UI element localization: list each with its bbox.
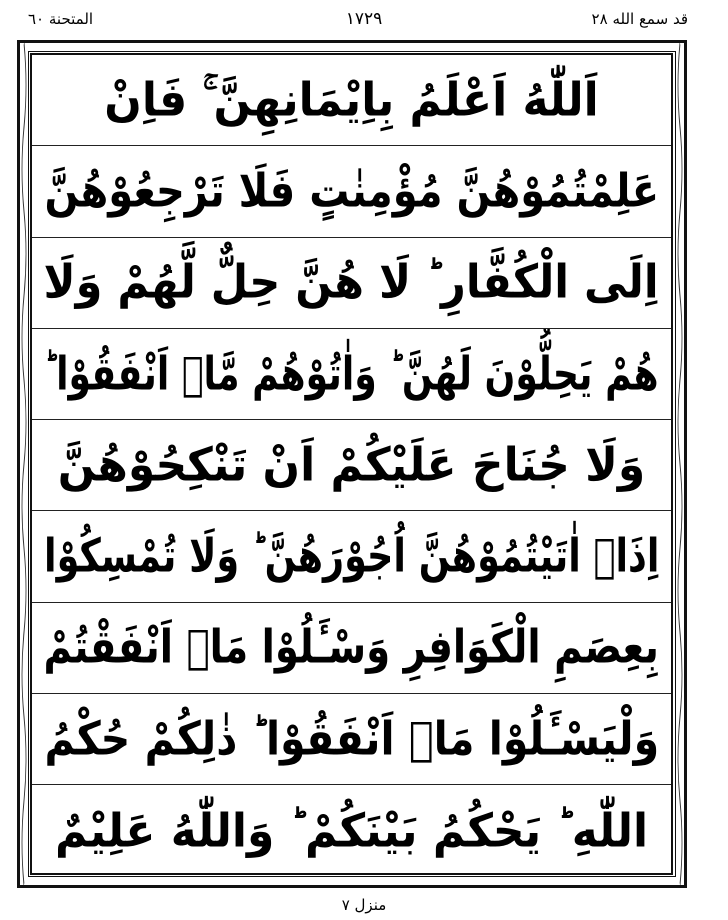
text-line-9 xyxy=(32,785,671,876)
text-line-5 xyxy=(32,420,671,511)
verse-text: اِلَى الْكُفَّارِ ؕ لَا هُنَّ حِلٌّ لَّهُمْ وَلَا xyxy=(43,255,660,310)
text-panel xyxy=(30,53,673,875)
text-line-7 xyxy=(32,603,671,694)
text-line-3 xyxy=(32,238,671,329)
verse-text: اَللّٰهُ اَعْلَمُ بِاِيْمَانِهِنَّ ۚ فَاِنْ xyxy=(104,73,599,127)
vine-ornament-right xyxy=(676,43,684,885)
text-line-8 xyxy=(32,694,671,785)
verse-text: اللّٰهِ ؕ يَحْكُمُ بَيْنَكُمْ ؕ وَاللّٰهُ عَلِيْمٌ xyxy=(54,804,649,858)
verse-text: وَلْيَسْـَٔلُوْا مَاۤ اَنْفَقُوْا ؕ ذٰلِكُمْ حُكْمُ xyxy=(44,712,659,766)
verse-text: عَلِمْتُمُوْهُنَّ مُؤْمِنٰتٍ فَلَا تَرْجِعُوْهُنَّ xyxy=(44,164,659,219)
text-line-6 xyxy=(32,511,671,602)
juz-label: قد سمع الله ٢٨ xyxy=(591,10,688,28)
verse-text: هُمْ يَحِلُّوْنَ لَهُنَّ ؕ وَاٰتُوْهُمْ مَّاۤ اَنْفَقُوْا ؕ xyxy=(43,347,660,401)
surah-label: المتحنة ٦٠ xyxy=(28,10,94,28)
text-line-4 xyxy=(32,329,671,420)
text-line-1 xyxy=(32,55,671,146)
verse-text: اِذَاۤ اٰتَيْتُمُوْهُنَّ اُجُوْرَهُنَّ ؕ وَلَا تُمْسِكُوْا xyxy=(43,529,660,584)
text-line-2 xyxy=(32,146,671,237)
vine-ornament-left xyxy=(20,43,28,885)
verse-text: وَلَا جُنَاحَ عَلَيْكُمْ اَنْ تَنْكِحُوْهُنَّ xyxy=(57,438,646,493)
verse-text: بِعِصَمِ الْكَوَافِرِ وَسْـَٔلُوْا مَاۤ اَنْفَقْتُمْ xyxy=(43,621,660,675)
page-number: ١٧٢٩ xyxy=(345,9,383,29)
manzil-label: منزل ٧ xyxy=(341,896,387,914)
